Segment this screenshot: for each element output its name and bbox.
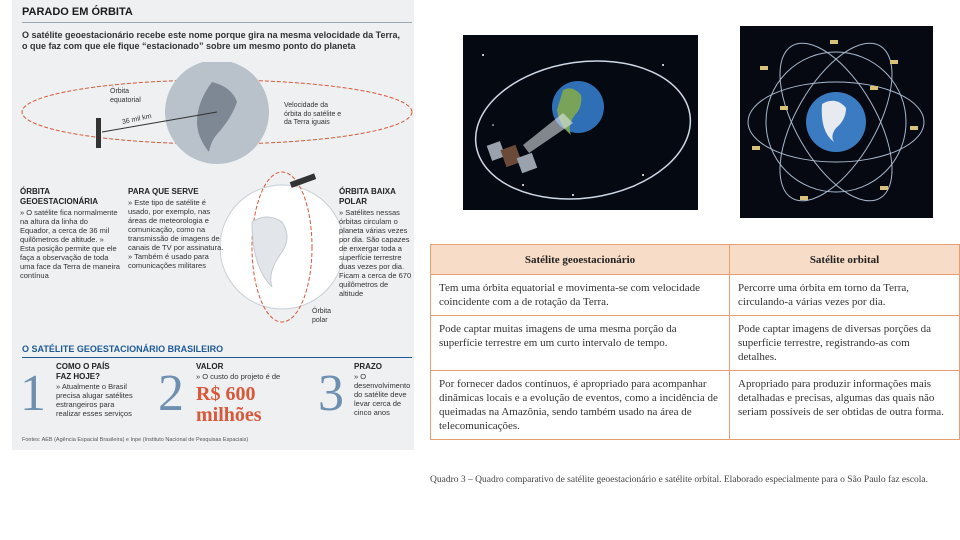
item2-body: » O custo do projeto é de — [196, 372, 281, 381]
item1-number: 1 — [20, 365, 46, 422]
sources-note: Fontes: AEB (Agência Espacial Brasileira) e Inpe (Instituto Nacional de Pesquisas Espaciais) — [22, 437, 249, 443]
polar-satellite-icon — [290, 173, 316, 188]
geostationary-orbit-image — [463, 35, 698, 210]
item2-value-amount: R$ 600 — [196, 383, 256, 405]
title-divider — [22, 22, 412, 23]
label-distance: 36 mil km — [121, 112, 153, 127]
table-cell: Tem uma órbita equatorial e movimenta-se com velocidade coincidente com a de rotação da Terra. — [431, 275, 730, 316]
item1-body: » Atualmente o Brasil precisa alugar satélites estrangeiros para realizar esses serviços — [56, 382, 133, 418]
orbital-constellation-image — [740, 26, 933, 218]
section-divider — [22, 357, 412, 358]
comparison-table — [430, 244, 960, 440]
item2-value-unit: milhões — [196, 404, 262, 426]
col1-body: » O satélite fica normalmente na altura da linha do Equador, a cerca de 36 mil quilômetros de altitude. » Esta posição permite que ele faça a observação de toda uma face da Terra de maneira contínua — [20, 208, 120, 280]
item2-number: 2 — [158, 365, 184, 422]
table-row — [431, 371, 960, 440]
label-orbit-equatorial: Órbita equatorial — [110, 88, 141, 104]
item2-heading: VALOR — [196, 362, 224, 371]
table-cell: Por fornecer dados contínuos, é apropriado para acompanhar dinâmicas locais e a evolução de eventos, como a incidência de queimadas na Amazônia, sendo também usado na área de telecomunicações. — [431, 371, 730, 440]
label-orbit-polar: Órbita polar — [312, 308, 332, 324]
col2-heading: PARA QUE SERVE — [128, 187, 199, 196]
table-row — [431, 275, 960, 316]
col2-body: » Este tipo de satélite é usado, por exemplo, nas áreas de meteorologia e comunicação, como na transmissão de imagens de canais de TV por assinatura. » Também é usado para comunicações militares — [128, 198, 224, 270]
satellite-constellation-illustration — [740, 26, 933, 218]
table-caption: Quadro 3 – Quadro comparativo de satélite geoestacionário e satélite orbital. Elaborado especialmente para o São Paulo faz escola. — [430, 475, 929, 485]
geostationary-satellite-icon — [96, 118, 101, 148]
infographic-panel — [12, 0, 414, 450]
table-header-orbital: Satélite orbital — [730, 245, 960, 275]
comparison-table-grid — [430, 244, 960, 440]
table-row — [431, 316, 960, 371]
table-cell: Pode captar imagens de diversas porções da superfície terrestre, registrando-as com detalhes. — [730, 316, 960, 371]
col1-heading: ÓRBITA GEOESTACIONÁRIA — [20, 187, 99, 206]
item1-heading: COMO O PAÍS FAZ HOJE? — [56, 362, 110, 381]
earth-satellite-illustration — [463, 35, 698, 210]
table-cell: Pode captar muitas imagens de uma mesma porção da superfície terrestre em um curto intervalo de tempo. — [431, 316, 730, 371]
table-header-row — [431, 245, 960, 275]
label-velocity: Velocidade da órbita do satélite e da Terra iguais — [284, 102, 342, 126]
item3-number: 3 — [318, 365, 344, 422]
table-header-geostationary: Satélite geoestacionário — [431, 245, 730, 275]
infographic-lead: O satélite geoestacionário recebe este nome porque gira na mesma velocidade da Terra, o que faz com que ele fique “estacionado” sobre um mesmo ponto do planeta — [22, 30, 400, 51]
infographic-title: PARADO EM ÓRBITA — [22, 6, 133, 18]
item3-body: » O desenvolvimento do satélite deve levar cerca de cinco anos — [354, 372, 411, 417]
section-title: O SATÉLITE GEOESTACIONÁRIO BRASILEIRO — [22, 344, 224, 354]
col3-body: » Satélites nessas órbitas circulam o planeta várias vezes por dia. São capazes de enxergar toda a superfície terrestre duas vezes por dia. Ficam a cerca de 670 quilômetros de altitude — [339, 208, 412, 298]
item3-heading: PRAZO — [354, 362, 382, 371]
table-cell: Percorre uma órbita em torno da Terra, circulando-a várias vezes por dia. — [730, 275, 960, 316]
col3-heading: ÓRBITA BAIXA POLAR — [339, 187, 396, 206]
table-cell: Apropriado para produzir informações mais detalhadas e precisas, algumas das quais não seriam possíveis de ser obtidas de outra forma. — [730, 371, 960, 440]
